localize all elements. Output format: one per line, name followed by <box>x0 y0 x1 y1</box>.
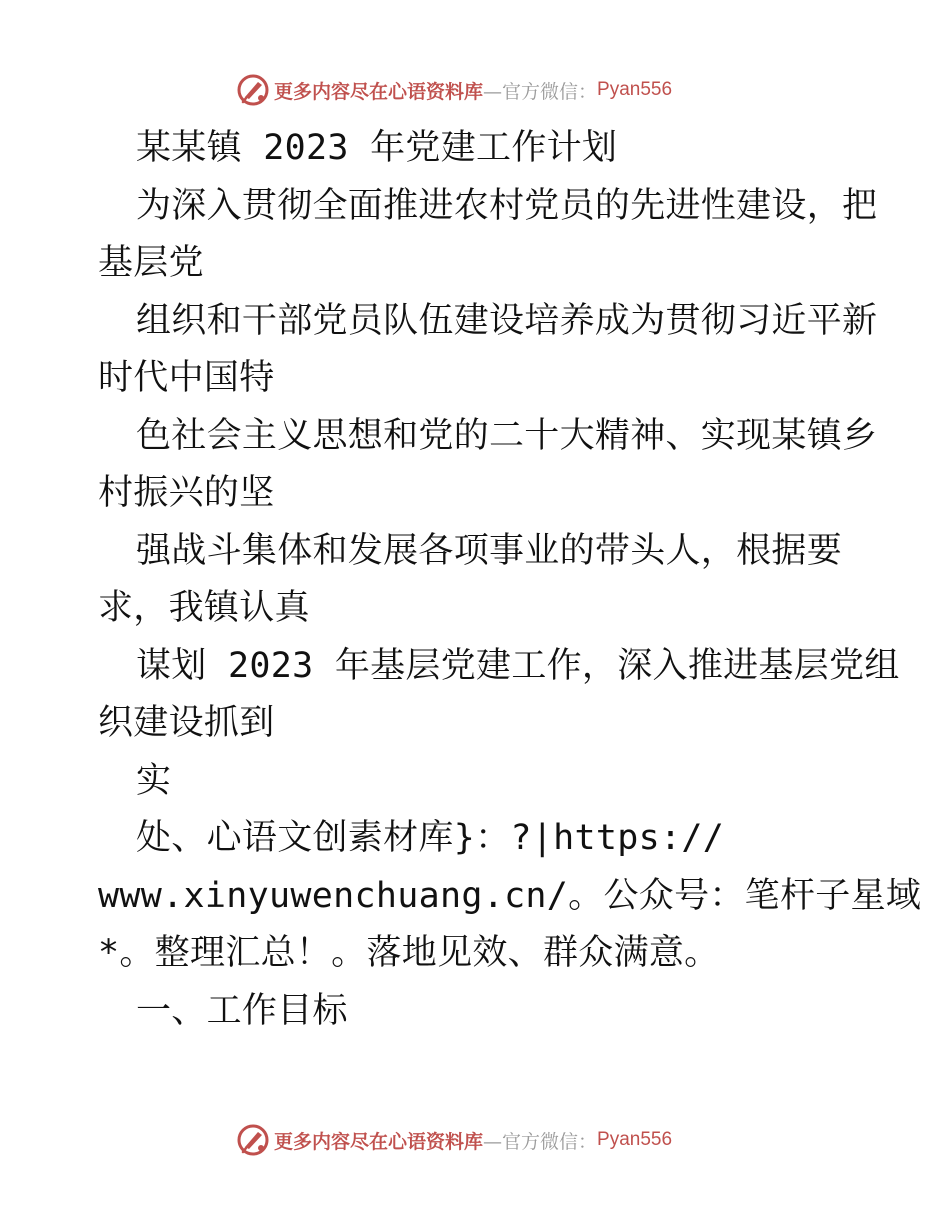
paragraph-line: 求，我镇认真 <box>98 588 310 628</box>
section-heading: 一、工作目标 <box>136 990 348 1031</box>
quill-ink-logo-icon <box>236 73 270 107</box>
paragraph-line: 处、心语文创素材库}：?|https:// <box>136 818 725 858</box>
document-title: 某某镇 2023 年党建工作计划 <box>136 128 618 168</box>
document-body <box>98 120 922 1040</box>
paragraph-line: 时代中国特 <box>98 358 275 398</box>
paragraph-line: 色社会主义思想和党的二十大精神、实现某镇乡 <box>136 415 878 456</box>
paragraph-line: 基层党 <box>98 243 204 283</box>
footer-slogan: 更多内容尽在心语资料库 <box>274 1130 484 1153</box>
header-slogan: 更多内容尽在心语资料库 <box>274 80 484 103</box>
paragraph-line: *。整理汇总！。落地见效、群众满意。 <box>98 933 720 973</box>
paragraph-line: 村振兴的坚 <box>98 473 275 513</box>
paragraph-line: 谋划 2023 年基层党建工作，深入推进基层党组 <box>136 645 900 686</box>
footer-wechat-label: —官方微信： <box>483 1130 598 1153</box>
paragraph-line: 组织和干部党员队伍建设培养成为贯彻习近平新 <box>136 300 878 341</box>
header-banner <box>236 72 672 108</box>
header-wechat-id: Pyan556 <box>597 79 673 100</box>
paragraph-line: 为深入贯彻全面推进农村党员的先进性建设，把 <box>136 185 878 226</box>
paragraph-line: 织建设抓到 <box>98 703 275 743</box>
quill-ink-logo-icon <box>236 1123 270 1157</box>
footer-banner <box>236 1122 672 1158</box>
paragraph-line: www.xinyuwenchuang.cn/。公众号：笔杆子星域 <box>98 875 922 916</box>
paragraph-line: 强战斗集体和发展各项事业的带头人，根据要 <box>136 530 843 571</box>
paragraph-line: 实 <box>136 760 172 801</box>
header-wechat-label: —官方微信： <box>483 80 598 103</box>
footer-wechat-id: Pyan556 <box>597 1129 673 1150</box>
